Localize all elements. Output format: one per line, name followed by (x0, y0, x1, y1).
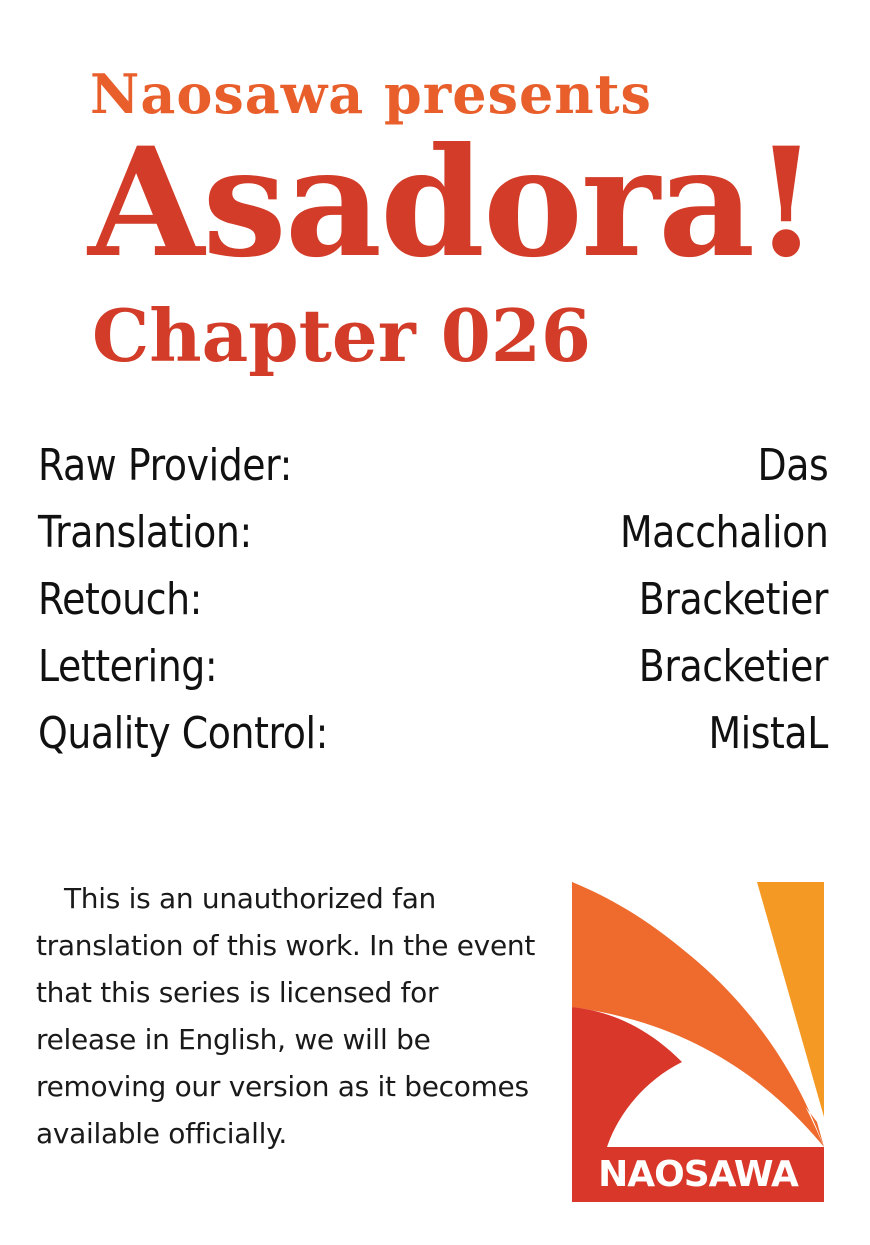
logo-mark-icon (572, 882, 824, 1147)
presents-heading: Naosawa presents (90, 62, 652, 126)
credit-name: Bracketier (638, 641, 828, 692)
credit-name: MistaL (708, 708, 828, 759)
credit-role: Quality Control: (38, 708, 328, 759)
chapter-heading: Chapter 026 (92, 293, 592, 378)
credit-row-quality-control (38, 700, 828, 767)
credit-name: Macchalion (619, 507, 828, 558)
logo-label: NAOSAWA (572, 1147, 824, 1202)
credit-name: Bracketier (638, 574, 828, 625)
series-title: Asadora! (88, 115, 818, 291)
credit-name: Das (757, 440, 828, 491)
credit-role: Lettering: (38, 641, 218, 692)
credit-row-retouch (38, 566, 828, 633)
disclaimer-text: This is an unauthorized fan translation of this work. In the event that this series is licensed for release in English, we will be removing our version as it becomes available officially. (36, 882, 535, 1150)
credits-list (38, 432, 828, 767)
credit-role: Translation: (38, 507, 252, 558)
credit-row-lettering (38, 633, 828, 700)
credit-role: Retouch: (38, 574, 202, 625)
credit-role: Raw Provider: (38, 440, 292, 491)
credit-row-translation (38, 499, 828, 566)
credit-row-raw-provider (38, 432, 828, 499)
